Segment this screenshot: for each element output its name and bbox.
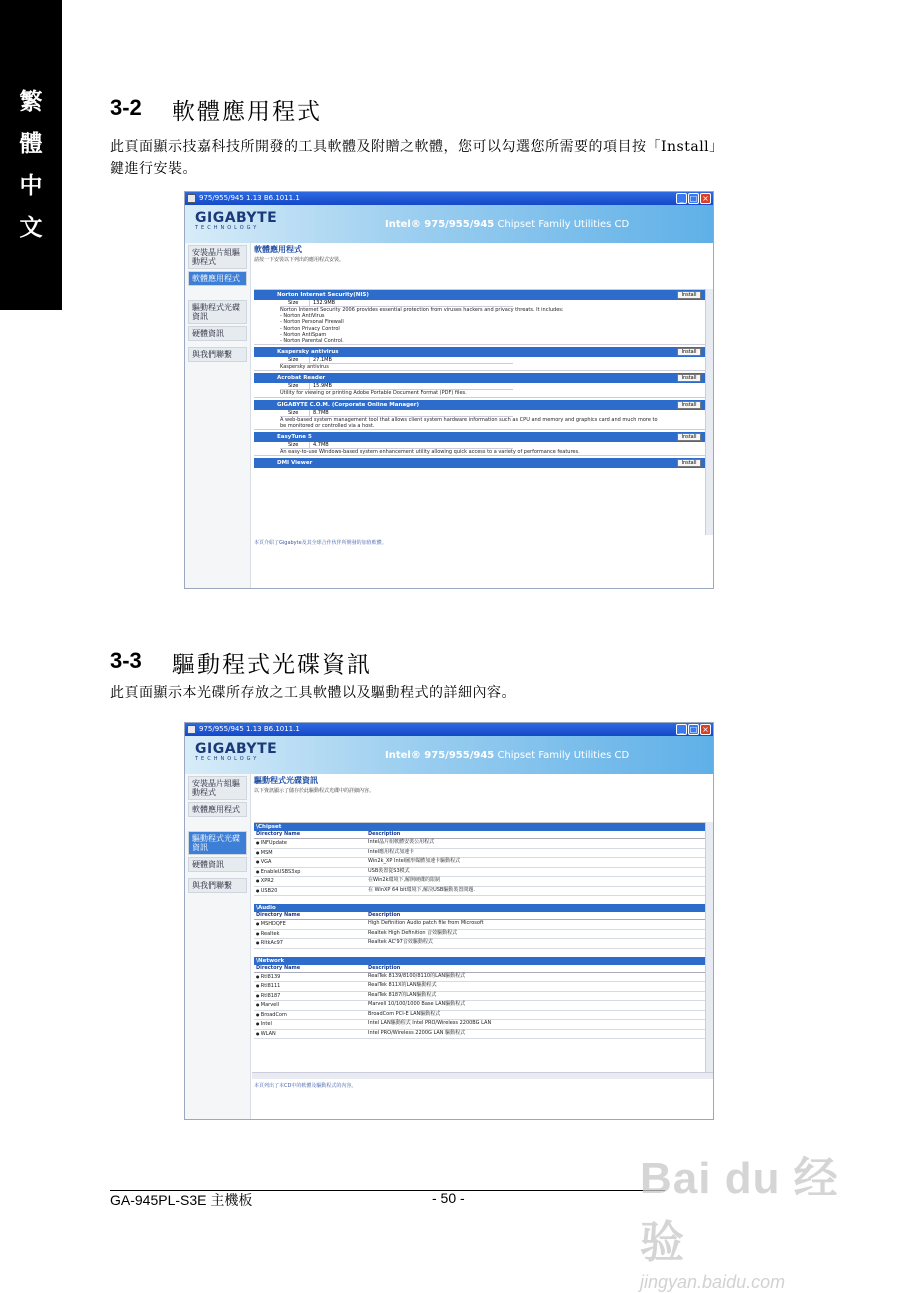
window-titlebar xyxy=(185,192,713,205)
paragraph-line: 鍵進行安裝。 xyxy=(110,161,197,177)
page-subheading: 請按一下安裝以下列出的應用程式安裝。 xyxy=(254,257,345,263)
table-row xyxy=(254,858,713,868)
column-directory: Directory Name xyxy=(256,964,301,971)
size-label: Size xyxy=(280,300,310,306)
gigabyte-logo: GIGABYTE TECHNOLOGY xyxy=(195,210,278,231)
directory-description: USB裝置從S3模式 xyxy=(368,867,410,874)
directory-description: Intel應用程式加速卡 xyxy=(368,848,415,855)
directory-description: 在 WinXP 64 bit環境下,解決USB驅動裝置問題. xyxy=(368,886,475,893)
cd-title: Intel® 975/955/945 Chipset Family Utilities CD xyxy=(385,219,630,230)
side-tab-char: 中 xyxy=(19,172,43,199)
size-value: 27.1MB xyxy=(313,357,332,364)
software-item-header xyxy=(254,432,713,442)
directory-description: Win2k_XP Intel圖形媒體加速卡驅動程式 xyxy=(368,858,461,864)
section-number: 3-2 xyxy=(110,95,142,120)
paragraph-line: 此頁面顯示技嘉科技所開發的工具軟體及附贈之軟體，您可以勾選您所需要的項目按「Install」 xyxy=(110,139,724,155)
watermark-brand: Bai du 经验 xyxy=(640,1154,839,1267)
directory-description: Realtek AC'97音效驅動程式 xyxy=(368,939,433,945)
software-description xyxy=(254,417,713,430)
page-number: - 50 - xyxy=(432,1190,465,1206)
cd-banner xyxy=(185,205,713,243)
size-label: Size xyxy=(280,442,310,448)
software-item-header xyxy=(254,290,713,300)
category-header: \Chipset xyxy=(254,823,713,831)
description-line: An easy-to-use Windows-based system enhancement utility allowing quick access to a variety of performance features. xyxy=(280,449,580,456)
directory-name: ● WLAN xyxy=(254,1030,368,1039)
directory-description: Intel PRO/Wireless 2200G LAN 驅動程式 xyxy=(368,1029,466,1036)
spacer xyxy=(254,949,713,957)
description-line: A web-based system management tool that allows client system hardware information such as CPU and memory and graphics card and much more to xyxy=(280,416,658,423)
software-description xyxy=(254,307,713,345)
directory-description: Realtek High Definition 音效驅動程式 xyxy=(368,929,458,936)
size-value: 8.7MB xyxy=(313,409,329,416)
directory-name: ● Realtek xyxy=(254,930,368,939)
software-name: Norton Internet Security(NIS) xyxy=(277,292,369,298)
table-row xyxy=(254,982,713,992)
software-item-header xyxy=(254,458,713,468)
install-button[interactable]: Install xyxy=(677,348,701,356)
directory-description: RealTek 811X的LAN驅動程式 xyxy=(368,982,437,988)
page-heading: 驅動程式光碟資訊 xyxy=(254,776,318,785)
software-list xyxy=(254,289,713,535)
table-row xyxy=(254,930,713,940)
directory-name: ● EnableUSBS3xp xyxy=(254,868,368,877)
section-title: 驅動程式光碟資訊 xyxy=(172,652,372,678)
description-line: - Norton AntiVirus xyxy=(280,313,325,320)
directory-name: ● MSM xyxy=(254,849,368,858)
nav-item-software[interactable]: 軟體應用程式 xyxy=(188,271,247,286)
column-directory: Directory Name xyxy=(256,831,301,837)
directory-name: ● MSHDQFE xyxy=(254,920,368,929)
directory-name: ● Rtl8111 xyxy=(254,982,368,991)
size-row xyxy=(280,300,513,307)
utilities-window-software xyxy=(184,191,714,589)
page-heading: 軟體應用程式 xyxy=(254,245,302,254)
column-description: Description xyxy=(368,912,401,918)
description-line: - Norton Personal Firewall xyxy=(280,319,344,326)
description-line: Kaspersky antivirus xyxy=(280,364,329,371)
description-line: - Norton Parental Control. xyxy=(280,338,344,345)
directory-name: ● RltkAc97 xyxy=(254,939,368,948)
table-row xyxy=(254,877,713,887)
side-tab-char: 繁 xyxy=(19,88,43,115)
column-header xyxy=(254,831,713,839)
description-line: - Norton AntiSpam xyxy=(280,331,327,338)
description-line: Norton Internet Security 2006 provides essential protection from viruses hackers and privacy threats. It includes: xyxy=(280,307,564,313)
language-side-tab xyxy=(0,0,62,310)
software-description xyxy=(254,449,713,456)
size-value: 4.7MB xyxy=(313,442,329,449)
main-panel xyxy=(252,774,713,1119)
table-row xyxy=(254,1011,713,1021)
table-row xyxy=(254,1001,713,1011)
page-subheading: 以下資訊顯示了儲存於此驅動程式光碟中的詳細內容。 xyxy=(254,788,375,794)
side-tab-char: 文 xyxy=(19,214,43,241)
nav-item-chipset[interactable]: 安裝晶片組驅動程式 xyxy=(188,245,247,269)
table-row xyxy=(254,973,713,983)
software-item-header xyxy=(254,347,713,357)
nav-item-hardware[interactable]: 硬體資訊 xyxy=(188,857,247,872)
size-value: 15.9MB xyxy=(313,383,332,390)
directory-description: 在Win2k環境下,解開硬碟的限制 xyxy=(368,877,441,883)
nav-item-driver-info[interactable]: 驅動程式光碟資訊 xyxy=(188,831,247,855)
watermark-site: jingyan.baidu.com xyxy=(640,1272,786,1292)
install-button[interactable]: Install xyxy=(677,433,701,441)
directory-description: RealTek 8139/8100/8110的LAN驅動程式 xyxy=(368,972,466,979)
directory-name: ● XPR2 xyxy=(254,877,368,886)
directory-name: ● INFUpdate xyxy=(254,839,368,848)
cd-title: Intel® 975/955/945 Chipset Family Utilities CD xyxy=(385,750,630,761)
size-label: Size xyxy=(280,357,310,363)
install-button[interactable]: Install xyxy=(677,401,701,409)
software-name: Acrobat Reader xyxy=(277,375,326,382)
description-line: Utility for viewing or printing Adobe Portable Document Format (PDF) files. xyxy=(280,390,467,397)
size-label: Size xyxy=(280,410,310,416)
software-item-header xyxy=(254,373,713,383)
description-line: be monitored or controlled via a host. xyxy=(280,422,375,429)
footer-model: GA-945PL-S3E 主機板 xyxy=(110,1192,253,1208)
cd-banner xyxy=(185,736,713,774)
side-nav xyxy=(185,243,251,588)
table-row xyxy=(254,849,713,859)
directory-name: ● USB20 xyxy=(254,887,368,896)
nav-item-software[interactable]: 軟體應用程式 xyxy=(188,802,247,817)
category-header: \Network xyxy=(254,957,713,965)
minimize-icon[interactable]: _ xyxy=(676,724,687,735)
window-title: 975/955/945 1.13 B6.1011.1 xyxy=(199,725,300,733)
app-icon xyxy=(187,194,196,203)
table-row xyxy=(254,939,713,949)
section-number: 3-3 xyxy=(110,648,142,673)
spacer xyxy=(254,896,713,904)
minimize-icon[interactable]: _ xyxy=(676,193,687,204)
nav-item-contact[interactable]: 與我們聯繫 xyxy=(188,347,247,362)
software-name: GIGABYTE C.O.M. (Corporate Online Manager) xyxy=(277,401,419,408)
directory-description: Intel LAN驅動程式 Intel PRO/Wireless 2200BG LAN xyxy=(368,1020,492,1026)
size-row xyxy=(280,410,513,417)
vertical-scrollbar[interactable] xyxy=(705,822,713,1072)
gigabyte-logo: GIGABYTE TECHNOLOGY xyxy=(195,741,278,762)
directory-name: ● Rtl8139 xyxy=(254,973,368,982)
directory-description: Intel晶片組軟體安裝公用程式 xyxy=(368,839,435,845)
table-row xyxy=(254,868,713,878)
directory-name: ● Intel xyxy=(254,1020,368,1029)
baidu-watermark xyxy=(640,1142,855,1292)
horizontal-scrollbar[interactable] xyxy=(252,1072,713,1079)
software-item-header xyxy=(254,400,713,410)
column-header xyxy=(254,965,713,973)
window-titlebar xyxy=(185,723,713,736)
size-label: Size xyxy=(280,383,310,389)
table-row xyxy=(254,920,713,930)
utilities-window-driver-info xyxy=(184,722,714,1120)
nav-item-chipset[interactable]: 安裝晶片組驅動程式 xyxy=(188,776,247,800)
software-description xyxy=(254,390,713,397)
software-name: DMI Viewer xyxy=(277,460,313,467)
window-title: 975/955/945 1.13 B6.1011.1 xyxy=(199,194,300,202)
software-name: Kaspersky antivirus xyxy=(277,349,339,356)
nav-item-contact[interactable]: 與我們聯繫 xyxy=(188,878,247,893)
side-nav xyxy=(185,774,251,1119)
maximize-icon[interactable]: □ xyxy=(689,194,698,203)
page-footnote: 本頁列出了本CD中的軟體及驅動程式的內容。 xyxy=(254,1083,357,1089)
driver-list xyxy=(254,822,713,1072)
size-row xyxy=(280,383,513,390)
directory-description: BroadCom PCI-E LAN驅動程式 xyxy=(368,1010,441,1017)
page-footnote: 本頁介紹了Gigabyte及其全球合作伙伴所開發的加值軟體。 xyxy=(254,540,387,546)
size-row xyxy=(280,442,513,449)
install-button[interactable]: Install xyxy=(677,291,701,299)
column-description: Description xyxy=(368,831,401,837)
install-button[interactable]: Install xyxy=(677,374,701,382)
directory-description: RealTek 8187的LAN驅動程式 xyxy=(368,991,437,998)
size-row xyxy=(280,357,513,364)
app-icon xyxy=(187,725,196,734)
directory-name: ● Rtl8187 xyxy=(254,992,368,1001)
close-icon[interactable]: × xyxy=(700,724,711,735)
main-panel xyxy=(252,243,713,588)
table-row xyxy=(254,1020,713,1030)
section-title: 軟體應用程式 xyxy=(172,99,322,125)
directory-name: ● BroadCom xyxy=(254,1011,368,1020)
directory-name: ● Marvell xyxy=(254,1001,368,1010)
table-row xyxy=(254,887,713,897)
size-value: 132.9MB xyxy=(313,300,336,306)
table-row xyxy=(254,839,713,849)
description-line: - Norton Privacy Control xyxy=(280,325,340,332)
install-button[interactable]: Install xyxy=(677,459,701,467)
software-name: EasyTune 5 xyxy=(277,434,312,441)
nav-item-hardware[interactable]: 硬體資訊 xyxy=(188,326,247,341)
software-description xyxy=(254,364,713,371)
category-header: \Audio xyxy=(254,904,713,912)
directory-name: ● VGA xyxy=(254,858,368,867)
table-row xyxy=(254,992,713,1002)
maximize-icon[interactable]: □ xyxy=(689,725,698,734)
table-row xyxy=(254,1030,713,1040)
section-paragraph: 此頁面顯示本光碟所存放之工具軟體以及驅動程式的詳細內容。 xyxy=(110,685,516,701)
vertical-scrollbar[interactable] xyxy=(705,289,713,535)
column-directory: Directory Name xyxy=(256,912,301,918)
side-tab-char: 體 xyxy=(19,130,43,157)
directory-description: Marvell 10/100/1000 Base LAN驅動程式 xyxy=(368,1001,466,1007)
column-header xyxy=(254,912,713,920)
nav-item-driver-info[interactable]: 驅動程式光碟資訊 xyxy=(188,300,247,324)
directory-description: High Definition Audio patch file from Microsoft xyxy=(368,920,484,926)
section-paragraph xyxy=(110,136,724,180)
column-description: Description xyxy=(368,964,401,971)
close-icon[interactable]: × xyxy=(700,193,711,204)
